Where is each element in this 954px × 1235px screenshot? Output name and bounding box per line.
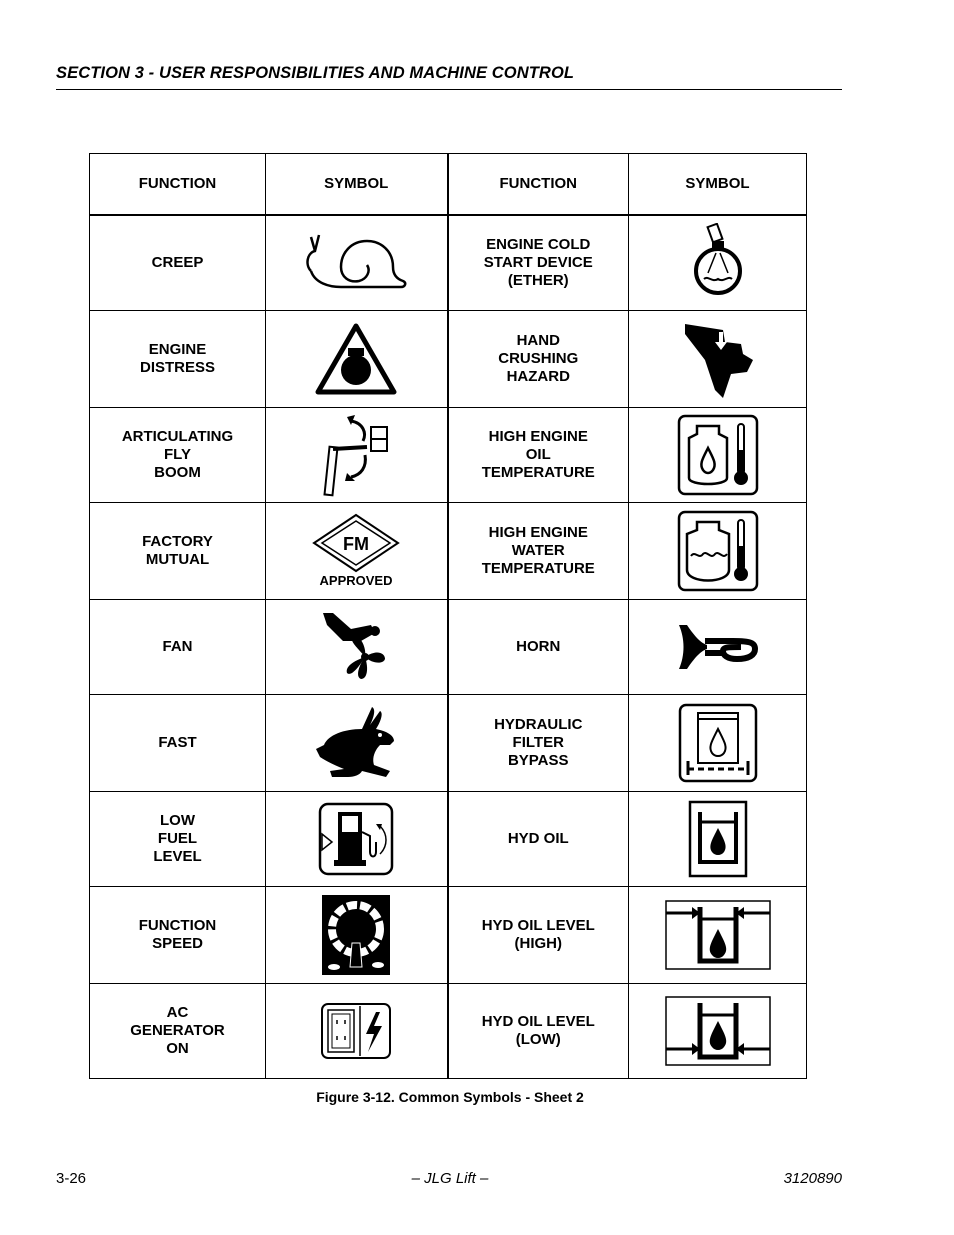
hyd-oil-icon (688, 800, 748, 878)
page-number: 3-26 (56, 1170, 87, 1187)
hyd-oil-high-icon (664, 899, 772, 971)
engine-distress-icon (314, 322, 398, 396)
function-label: LOW FUEL LEVEL (153, 811, 202, 865)
rabbit-icon (314, 705, 398, 781)
table-row (90, 694, 807, 791)
horn-icon (677, 623, 759, 671)
oil-temperature-icon (677, 414, 759, 496)
fm-text: FM (343, 533, 370, 554)
function-label: HYD OIL (507, 829, 569, 847)
water-temperature-icon (677, 510, 759, 592)
header-function-left: FUNCTION (90, 154, 266, 216)
generator-icon (320, 1002, 392, 1060)
header-rule (56, 89, 842, 90)
section-header: SECTION 3 - USER RESPONSIBILITIES AND MACHINE CONTROL (56, 64, 575, 82)
header-symbol-right: SYMBOL (629, 154, 807, 216)
figure-caption: Figure 3-12. Common Symbols - Sheet 2 (316, 1089, 584, 1105)
fuel-pump-icon (318, 802, 394, 876)
approved-text: APPROVED (319, 572, 393, 588)
table-row (90, 983, 807, 1078)
function-label: HYD OIL LEVEL (LOW) (481, 1012, 595, 1048)
function-label: HYD OIL LEVEL (HIGH) (481, 916, 595, 952)
fm-approved-icon (310, 513, 402, 589)
snail-icon (301, 231, 411, 295)
header-function-right: FUNCTION (448, 154, 629, 216)
table-header-row (90, 154, 807, 216)
function-label: ENGINE COLD START DEVICE (ETHER) (483, 235, 593, 289)
function-label: ENGINE DISTRESS (139, 340, 215, 376)
hand-crushing-icon (683, 320, 753, 398)
fly-boom-icon (321, 413, 391, 497)
table-row (90, 310, 807, 407)
function-label: AC GENERATOR ON (130, 1003, 225, 1057)
function-label: CREEP (151, 253, 204, 271)
table-row (90, 502, 807, 599)
table-row (90, 215, 807, 310)
function-label: HAND CRUSHING HAZARD (498, 331, 579, 385)
function-label: HIGH ENGINE WATER TEMPERATURE (481, 523, 595, 577)
function-label: FAST (158, 733, 197, 751)
symbols-table (89, 153, 807, 1079)
function-label: FAN (162, 637, 193, 655)
fan-icon (321, 611, 391, 683)
function-label: HYDRAULIC FILTER BYPASS (494, 715, 583, 769)
function-label: FUNCTION SPEED (138, 916, 217, 952)
header-symbol-left: SYMBOL (266, 154, 448, 216)
function-label: HORN (516, 637, 561, 655)
function-label: ARTICULATING FLY BOOM (121, 427, 234, 481)
function-label: FACTORY MUTUAL (142, 532, 213, 568)
document-number: 3120890 (783, 1170, 842, 1187)
ether-start-icon (688, 223, 748, 303)
table-row (90, 599, 807, 694)
hyd-oil-low-icon (664, 995, 772, 1067)
function-speed-icon (322, 895, 390, 975)
footer-brand: – JLG Lift – (411, 1170, 489, 1187)
table-row (90, 791, 807, 886)
table-row (90, 407, 807, 502)
filter-bypass-icon (678, 703, 758, 783)
function-label: HIGH ENGINE OIL TEMPERATURE (481, 427, 595, 481)
table-row (90, 886, 807, 983)
